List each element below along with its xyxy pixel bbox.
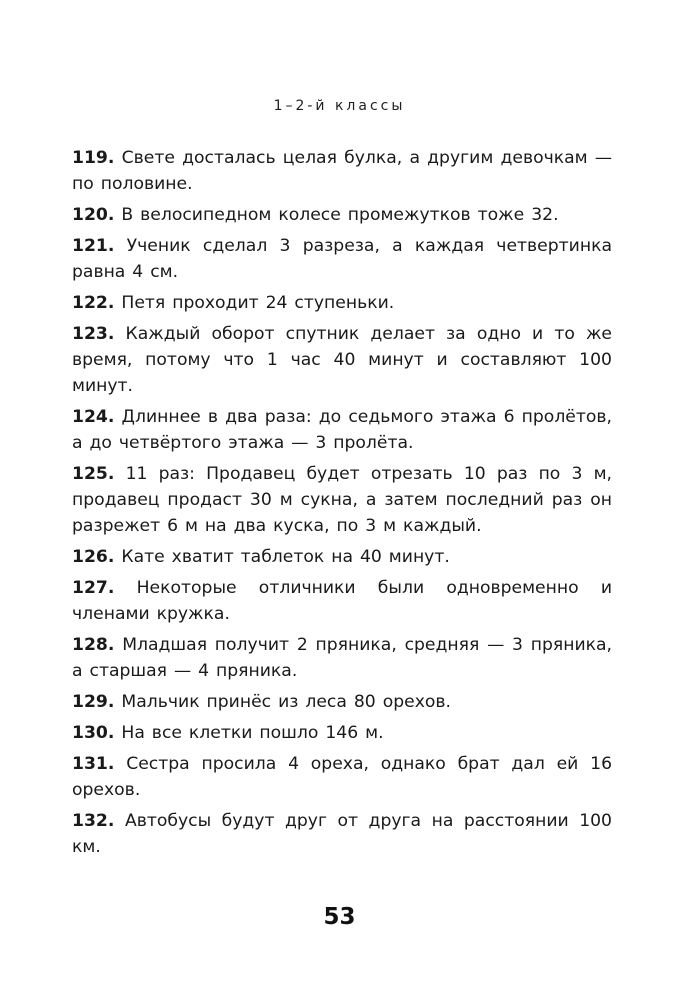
answer-item-119	[72, 145, 612, 197]
answer-text: В велосипедном колесе промежутков тоже 32.	[121, 205, 559, 225]
answer-item-126	[72, 544, 612, 570]
answer-item-120	[72, 202, 612, 228]
answer-text: Кате хватит таблеток на 40 минут.	[121, 547, 450, 567]
answer-item-125	[72, 461, 612, 539]
answer-number: 120.	[72, 205, 115, 225]
answer-text: На все клетки пошло 146 м.	[121, 723, 384, 743]
page-number: 53	[323, 904, 356, 930]
answer-number: 132.	[72, 811, 115, 831]
answer-text: Автобусы будут друг от друга на расстоянии 100 км.	[72, 811, 612, 857]
answer-text: Младшая получит 2 пряника, средняя — 3 пряника, а старшая — 4 пряника.	[72, 635, 613, 681]
answer-item-122	[72, 290, 612, 316]
answer-text: Сестра просила 4 ореха, однако брат дал ей 16 орехов.	[72, 754, 613, 800]
answer-text: Ученик сделал 3 разреза, а каждая четвертинка равна 4 см.	[72, 236, 612, 282]
answer-text: Свете досталась целая булка, а другим девочкам — по половине.	[72, 148, 613, 194]
answer-text: Мальчик принёс из леса 80 орехов.	[121, 692, 451, 712]
answer-item-131	[72, 751, 612, 803]
answer-number: 131.	[72, 754, 115, 774]
answer-text: Петя проходит 24 ступеньки.	[121, 293, 395, 313]
answer-item-124	[72, 404, 612, 456]
answer-item-129	[72, 689, 612, 715]
answer-number: 119.	[72, 148, 115, 168]
answer-item-127	[72, 575, 612, 627]
answer-number: 122.	[72, 293, 115, 313]
answer-number: 127.	[72, 578, 115, 598]
answer-item-130	[72, 720, 612, 746]
answer-number: 124.	[72, 407, 115, 427]
answer-text: Длиннее в два раза: до седьмого этажа 6 пролётов, а до четвёртого этажа — 3 пролёта.	[72, 407, 612, 453]
answer-number: 129.	[72, 692, 115, 712]
answer-text: Каждый оборот спутник делает за одно и то же время, потому что 1 час 40 минут и составляют 100 минут.	[72, 324, 613, 396]
answer-number: 130.	[72, 723, 115, 743]
answer-number: 125.	[72, 464, 115, 484]
answer-number: 123.	[72, 324, 115, 344]
answer-number: 121.	[72, 236, 115, 256]
answers-list	[72, 145, 612, 865]
answer-item-123	[72, 321, 612, 399]
running-header: 1–2-й классы	[273, 98, 406, 114]
answer-item-132	[72, 808, 612, 860]
answer-item-128	[72, 632, 612, 684]
answer-text: Некоторые отличники были одновременно и членами кружка.	[72, 578, 612, 624]
answer-text: 11 раз: Продавец будет отрезать 10 раз по 3 м, продавец продаст 30 м сукна, а затем последний раз он разрежет 6 м на два куска, по 3 м каждый.	[72, 464, 612, 536]
answer-number: 128.	[72, 635, 115, 655]
answer-number: 126.	[72, 547, 115, 567]
answer-item-121	[72, 233, 612, 285]
